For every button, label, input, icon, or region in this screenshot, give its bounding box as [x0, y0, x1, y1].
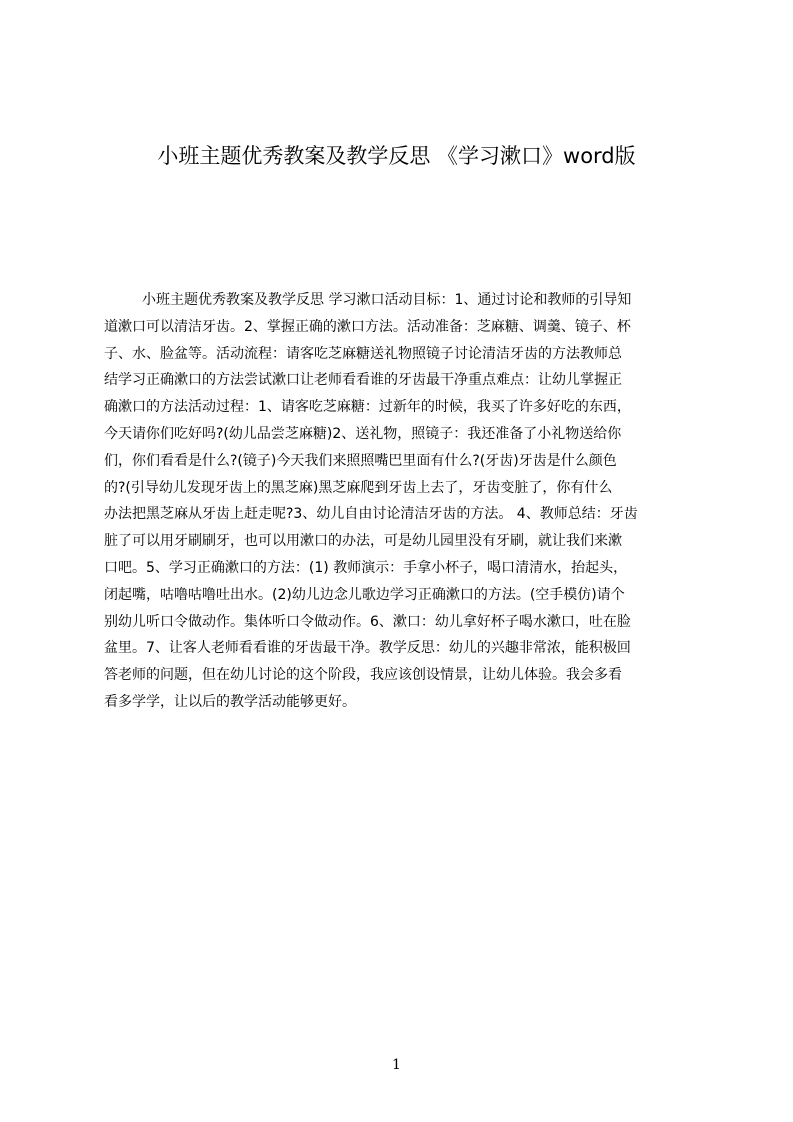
body-line: 盆里。7、让客人老师看看谁的牙齿最干净。教学反思：幼儿的兴趣非常浓，能积极回 — [104, 640, 631, 657]
body-line: 道漱口可以清洁牙齿。2、掌握正确的漱口方法。活动准备：芝麻糖、调羹、镜子、杯 — [104, 318, 631, 335]
body-line: 今天请你们吃好吗?(幼儿品尝芝麻糖)2、送礼物，照镜子：我还准备了小礼物送给你 — [104, 425, 622, 442]
body-line: 们，你们看看是什么?(镜子)今天我们来照照嘴巴里面有什么?(牙齿)牙齿是什么颜色 — [104, 452, 617, 469]
document-body — [104, 287, 698, 727]
document-title: 小班主题优秀教案及教学反思 《学习漱口》word版 — [157, 144, 636, 168]
body-line: 的?(引导幼儿发现牙齿上的黑芝麻)黑芝麻爬到牙齿上去了，牙齿变脏了，你有什么 — [104, 479, 613, 496]
body-line: 闭起嘴，咕噜咕噜吐出水。(2)幼儿边念儿歌边学习正确漱口的方法。(空手模仿)请个 — [104, 586, 625, 603]
body-line: 子、水、脸盆等。活动流程：请客吃芝麻糖送礼物照镜子讨论清洁牙齿的方法教师总 — [104, 345, 622, 362]
body-line: 口吧。5、学习正确漱口的方法：(1) 教师演示：手拿小杯子，喝口清清水，抬起头， — [104, 559, 628, 576]
body-line: 看多学学，让以后的教学活动能够更好。 — [104, 693, 356, 710]
body-line: 结学习正确漱口的方法尝试漱口让老师看看谁的牙齿最干净重点难点：让幼儿掌握正 — [104, 372, 622, 389]
body-line: 别幼儿听口令做动作。集体听口令做动作。6、漱口：幼儿拿好杯子喝水漱口，吐在脸 — [104, 613, 631, 630]
body-line: 确漱口的方法活动过程：1、请客吃芝麻糖：过新年的时候，我买了许多好吃的东西， — [104, 399, 631, 416]
body-line: 办法把黑芝麻从牙齿上赶走呢?3、幼儿自由讨论清洁牙齿的方法。 4、教师总结：牙齿 — [104, 506, 638, 523]
page-number: 1 — [392, 1057, 401, 1073]
body-line: 脏了可以用牙刷刷牙，也可以用漱口的办法，可是幼儿园里没有牙刷，就让我们来漱 — [104, 533, 622, 550]
body-line: 小班主题优秀教案及教学反思 学习漱口活动目标：1、通过讨论和教师的引导知 — [142, 292, 632, 308]
body-line: 答老师的问题，但在幼儿讨论的这个阶段，我应该创设情景，让幼儿体验。我会多看 — [104, 667, 622, 684]
